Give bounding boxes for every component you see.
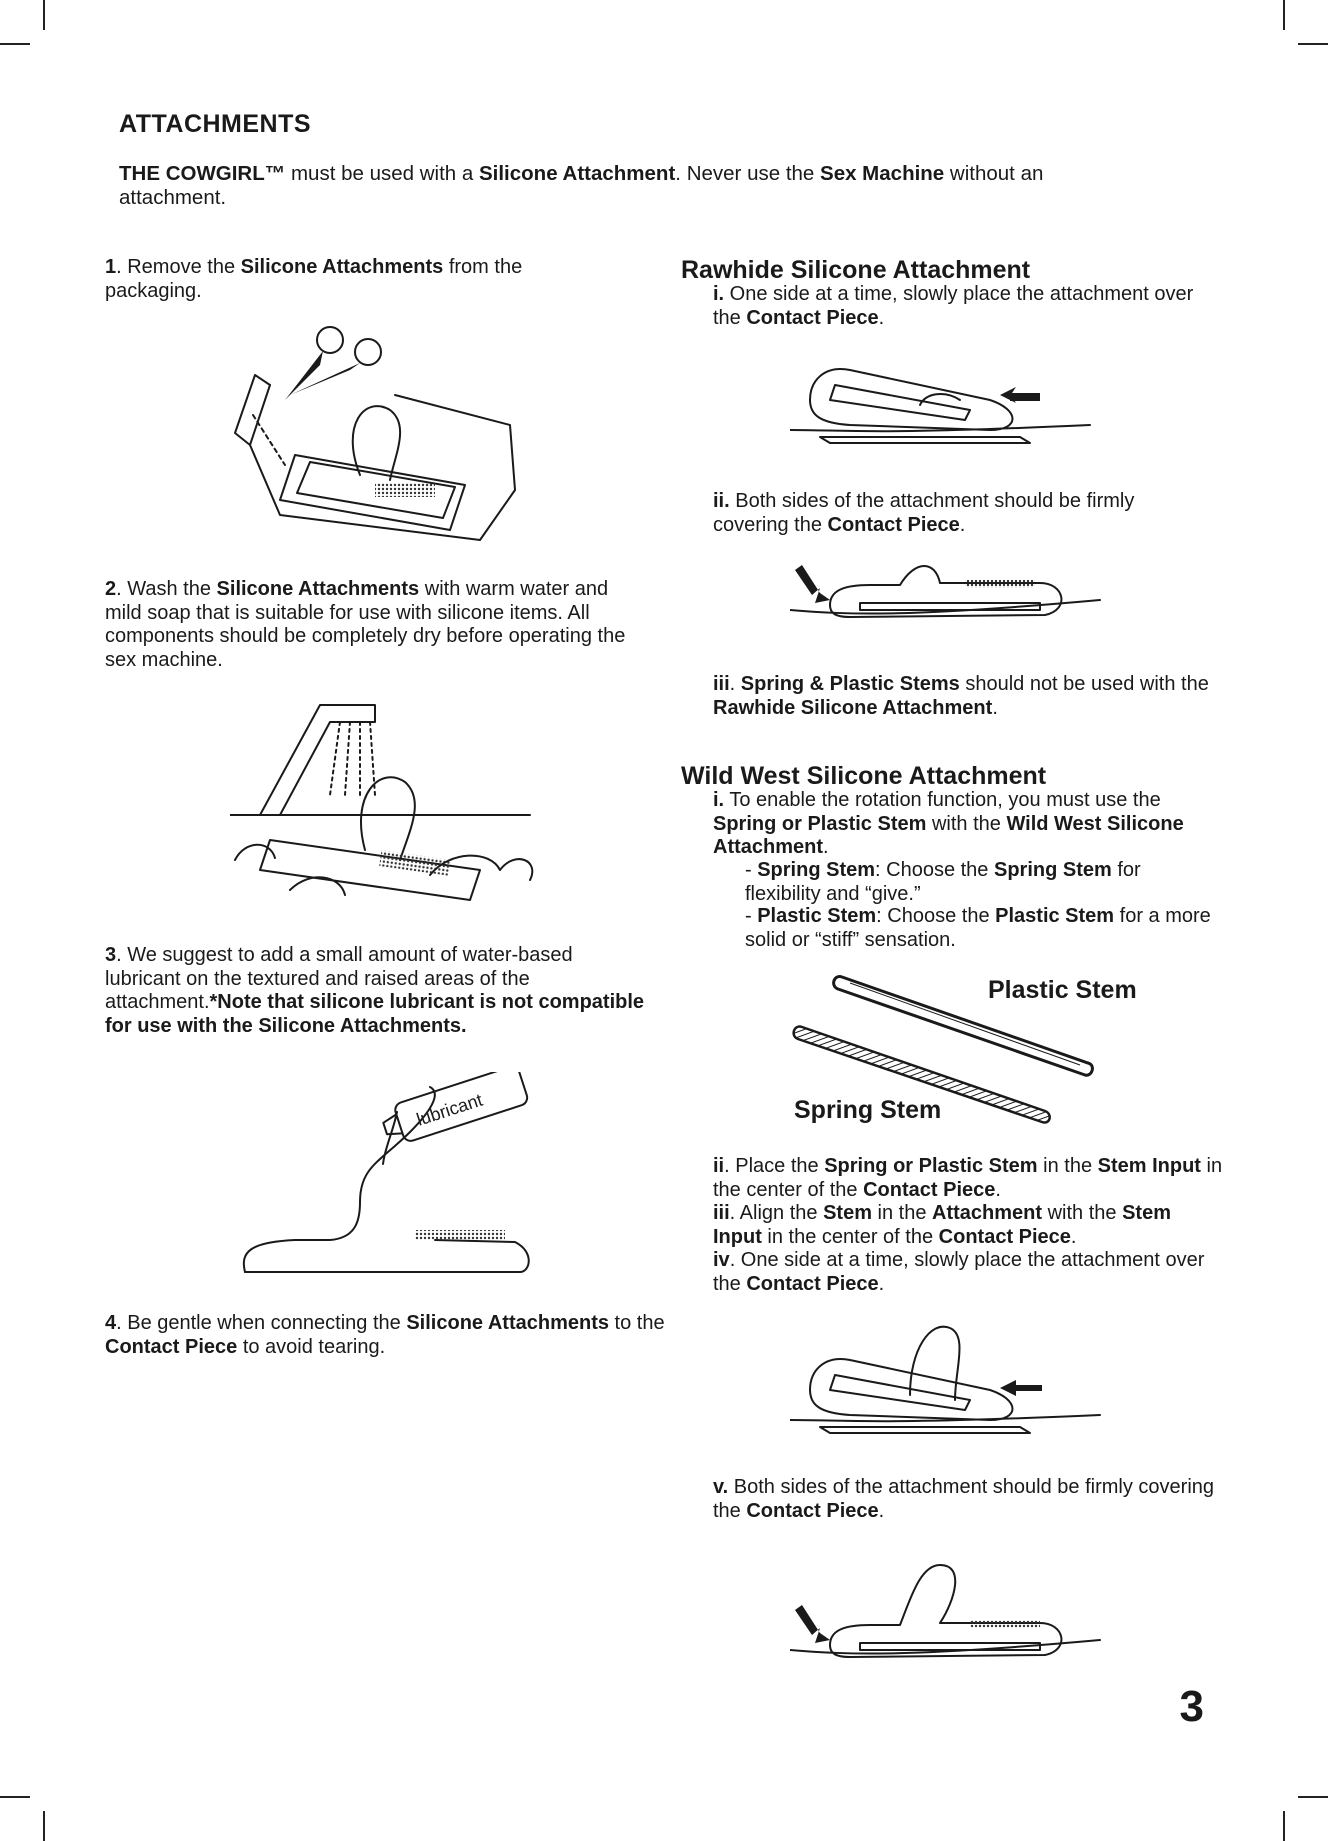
- step-3: [105, 944, 645, 1038]
- step-term: Contact Piece: [746, 1272, 879, 1295]
- step-term: Stem Input: [1097, 1155, 1201, 1177]
- step-1: [105, 256, 575, 303]
- step-text: with warm water and mild soap that is suitable for use with silicone items. All components should be completely dry before operating the sex machine.: [105, 578, 626, 671]
- step-term: Contact Piece: [746, 306, 879, 329]
- step-text: .: [878, 306, 885, 329]
- step-number: v.: [713, 1476, 729, 1498]
- scissors-icon: [285, 327, 381, 400]
- step-term: Plastic Stem: [995, 905, 1115, 927]
- step-number: iii: [713, 673, 730, 695]
- wildwest-insert-illustration: [790, 1320, 1105, 1445]
- rawhide-insert-illustration: [790, 355, 1105, 455]
- step-number: 2: [105, 578, 117, 600]
- crop-mark: [1298, 1796, 1328, 1798]
- step-term: Contact Piece: [105, 1335, 238, 1358]
- page-title: ATTACHMENTS: [119, 110, 312, 138]
- step-text: : Choose the: [875, 859, 994, 881]
- step-term: Contact Piece: [938, 1225, 1071, 1248]
- step-number: iii: [713, 1202, 730, 1224]
- rawhide-step-iii: [713, 673, 1213, 720]
- crop-mark: [43, 1811, 45, 1841]
- step-term: Spring & Plastic Stems: [740, 673, 960, 695]
- step-term: Rawhide Silicone Attachment: [713, 696, 993, 719]
- step-text: Both sides of the attachment should be firmly covering the: [713, 1476, 1215, 1522]
- crop-mark: [0, 43, 30, 45]
- step-text: in the: [1037, 1155, 1098, 1177]
- step-text: for a more solid or “stiff” sensation.: [745, 905, 1211, 951]
- intro-paragraph: [119, 162, 1119, 210]
- intro-term: Silicone Attachment: [478, 162, 676, 185]
- step-term: Attachment: [932, 1202, 1043, 1224]
- step-text: .: [729, 673, 741, 695]
- intro-text: must be used with a: [285, 162, 479, 185]
- step-term: *Note that silicone lubricant is not compatible for use with the Silicone Attachments.: [105, 991, 645, 1037]
- step-text: from the packaging.: [105, 256, 523, 302]
- intro-text: . Never use the: [675, 162, 821, 185]
- step-text: . Wash the: [116, 578, 217, 600]
- lubricant-bottle: [379, 1072, 529, 1148]
- crop-mark: [1298, 43, 1328, 45]
- bullet-dash: -: [745, 905, 758, 927]
- step-term: Silicone Attachments: [216, 578, 420, 600]
- step-number: i.: [713, 283, 725, 305]
- lubricant-label: lubricant: [414, 1089, 485, 1130]
- step-2: [105, 578, 645, 672]
- step-term: Contact Piece: [827, 513, 960, 536]
- step-text: in the center of the: [713, 1155, 1223, 1201]
- step-text: .: [878, 1499, 885, 1522]
- step-number: 3: [105, 944, 117, 966]
- step-text: .: [959, 513, 966, 536]
- step-text: . We suggest to add a small amount of water-based lubricant on the textured and raised areas of the attachment.: [105, 944, 573, 1013]
- step-term: Stem: [823, 1202, 872, 1224]
- step-text: .: [1070, 1225, 1077, 1248]
- step-text: To enable the rotation function, you must use the: [724, 789, 1161, 811]
- step-number: i.: [713, 789, 725, 811]
- step-term: Silicone Attachments: [406, 1312, 609, 1334]
- step-text: to avoid tearing.: [237, 1335, 386, 1358]
- step-number: 4: [105, 1312, 117, 1334]
- rawhide-step-ii: [713, 490, 1213, 537]
- plastic-stem-label: Plastic Stem: [988, 976, 1137, 1004]
- product-name: THE COWGIRL™: [119, 162, 286, 185]
- crop-mark: [1283, 0, 1285, 30]
- step-text: in the center of the: [761, 1225, 939, 1248]
- step-text: : Choose the: [876, 905, 996, 927]
- step-term: Spring Stem: [993, 859, 1112, 881]
- crop-mark: [0, 1796, 30, 1798]
- step-number: ii.: [713, 490, 730, 512]
- page-number: 3: [1179, 1682, 1204, 1731]
- step-text: should not be used with the: [959, 673, 1209, 695]
- step-text: with the: [1042, 1202, 1123, 1224]
- intro-text: without an attachment.: [119, 162, 1044, 209]
- step-text: to the: [608, 1312, 665, 1334]
- plastic-stem-bullet: [745, 905, 1215, 952]
- step-number: ii: [713, 1155, 725, 1177]
- step-text: . Remove the: [116, 256, 241, 278]
- step-term: Spring or Plastic Stem: [713, 812, 927, 835]
- step-text: .: [878, 1272, 885, 1295]
- step-text: . One side at a time, slowly place the attachment over the: [713, 1249, 1205, 1295]
- lubricant-illustration: [235, 1072, 535, 1292]
- wildwest-step-iii: [713, 1202, 1223, 1249]
- step-term: Spring or Plastic Stem: [824, 1155, 1038, 1177]
- scissors-package-illustration: [225, 315, 545, 550]
- step-text: with the: [926, 812, 1007, 835]
- step-text: .: [992, 696, 998, 719]
- wildwest-step-i: [713, 789, 1213, 860]
- wildwest-step-v: [713, 1476, 1223, 1523]
- spring-stem-label: Spring Stem: [794, 1096, 942, 1124]
- step-text: for flexibility and “give.”: [745, 859, 1141, 905]
- intro-term: Sex Machine: [820, 162, 945, 185]
- texture-dots: [375, 483, 435, 497]
- step-text: One side at a time, slowly place the attachment over the: [713, 283, 1194, 329]
- wildwest-step-ii: [713, 1155, 1223, 1202]
- step-term: Silicone Attachments: [240, 256, 444, 278]
- wildwest-step-iv: [713, 1249, 1223, 1296]
- step-text: .: [823, 836, 829, 858]
- rawhide-covered-illustration: [790, 555, 1105, 630]
- step-text: . Place the: [724, 1155, 825, 1177]
- rawhide-step-i: [713, 283, 1213, 330]
- step-text: Both sides of the attachment should be firmly covering the: [713, 490, 1135, 536]
- step-term: Plastic Stem: [757, 905, 877, 927]
- step-term: Stem Input: [713, 1202, 1171, 1248]
- step-4: [105, 1312, 665, 1359]
- bullet-dash: -: [745, 859, 758, 881]
- crop-mark: [1283, 1811, 1285, 1841]
- spring-stem-bullet: [745, 859, 1215, 906]
- crop-mark: [43, 0, 45, 30]
- washing-illustration: [230, 700, 550, 915]
- step-number: 1: [105, 256, 117, 278]
- step-term: Wild West Silicone Attachment: [713, 812, 1184, 858]
- step-term: Spring Stem: [757, 859, 876, 881]
- step-term: Contact Piece: [746, 1499, 879, 1522]
- wildwest-heading: Wild West Silicone Attachment: [681, 762, 1047, 790]
- step-text: . Align the: [729, 1202, 824, 1224]
- rawhide-heading: Rawhide Silicone Attachment: [681, 256, 1031, 284]
- step-text: .: [995, 1178, 1001, 1201]
- step-number: iv: [713, 1249, 730, 1271]
- step-text: in the: [871, 1202, 933, 1224]
- wildwest-covered-illustration: [790, 1560, 1105, 1670]
- step-term: Contact Piece: [863, 1178, 996, 1201]
- step-text: . Be gentle when connecting the: [116, 1312, 407, 1334]
